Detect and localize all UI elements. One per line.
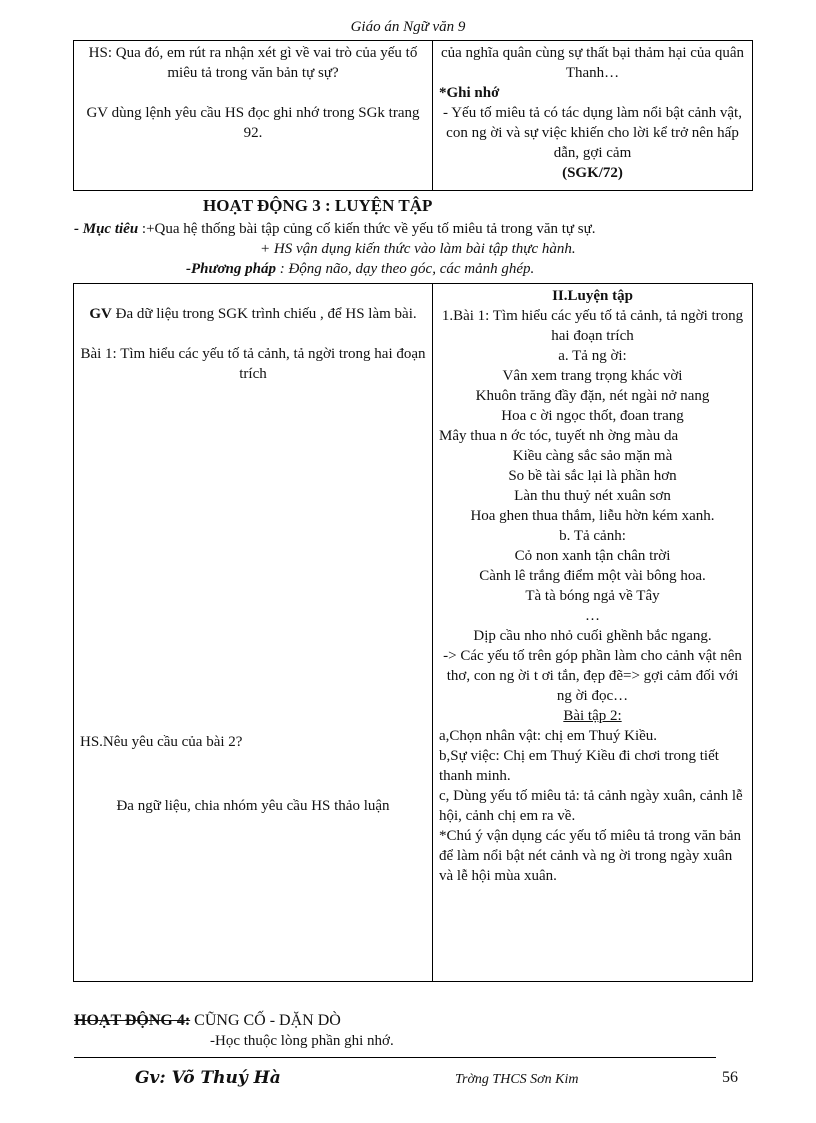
da-ngu-lieu-text: Đa ngữ liệu, chia nhóm yêu cầu HS thảo luận bbox=[116, 798, 390, 814]
practice-table bbox=[73, 283, 753, 982]
poem-line: Tà tà bóng ngả về Tây bbox=[525, 588, 660, 604]
poem-line: Dịp cầu nho nhỏ cuối ghềnh bắc ngang. bbox=[473, 628, 712, 644]
part-b-label: b. Tả cảnh: bbox=[559, 528, 626, 544]
baitap2-list bbox=[439, 726, 746, 886]
baitap2-item: a,Chọn nhân vật: chị em Thuý Kiều. bbox=[439, 728, 658, 744]
top-table-left-cell bbox=[74, 41, 433, 191]
footer-divider bbox=[74, 1057, 716, 1058]
poem-line: Khuôn trăng đầy đặn, nét ngài nở nang bbox=[475, 388, 710, 404]
hs-bai2-question: HS.Nêu yêu cầu của bài 2? bbox=[80, 734, 243, 750]
poem-line: Mây thua n ớc tóc, tuyết nh ờng màu da bbox=[439, 428, 679, 444]
sgk-ref: (SGK/72) bbox=[562, 165, 623, 181]
footer-teacher: Gv: Võ Thuý Hà bbox=[135, 1068, 281, 1088]
method bbox=[186, 261, 534, 278]
footer-school: Trờng THCS Sơn Kim bbox=[455, 1072, 579, 1087]
baitap2-item: *Chú ý vận dụng các yếu tố miêu tả trong văn bản để làm nổi bật nét cảnh và ng ời trong ngày xuân và lễ hội mùa xuân. bbox=[439, 828, 742, 884]
activity-3-heading: HOẠT ĐỘNG 3 : LUYỆN TẬP bbox=[203, 196, 433, 215]
top-table bbox=[73, 40, 753, 191]
page-header: Giáo án Ngữ văn 9 bbox=[350, 19, 466, 35]
practice-right-cell bbox=[433, 284, 753, 982]
method-label: -Phương pháp bbox=[186, 261, 276, 277]
ghinho-title: *Ghi nhớ bbox=[439, 85, 500, 101]
poem-line: … bbox=[585, 608, 600, 624]
baitap2-title: Bài tập 2: bbox=[563, 708, 622, 724]
ghinho-text: - Yếu tố miêu tả có tác dụng làm nổi bật cảnh vật, con ng ời và sự việc khiến cho lời kể trở nên hấp dẫn, gợi cảm bbox=[443, 105, 742, 161]
objectives-line-2: + HS vận dụng kiến thức vào làm bài tập thực hành. bbox=[260, 241, 576, 257]
instruction-text: GV dùng lệnh yêu cầu HS đọc ghi nhớ trong SGk trang 92. bbox=[86, 105, 420, 141]
left-bai1: Bài 1: Tìm hiểu các yếu tố tả cảnh, tả ngời trong hai đoạn trích bbox=[80, 346, 426, 382]
homework-text: -Học thuộc lòng phần ghi nhớ. bbox=[210, 1033, 394, 1049]
poem-b bbox=[439, 546, 746, 646]
poem-line: Cỏ non xanh tận chân trời bbox=[514, 548, 671, 564]
right-bai1: 1.Bài 1: Tìm hiểu các yếu tố tả cảnh, tả ngời trong hai đoạn trích bbox=[441, 308, 744, 344]
objectives-line-1: :+Qua hệ thống bài tập củng cố kiến thức về yếu tố miêu tả trong văn tự sự. bbox=[138, 221, 596, 237]
practice-left-cell bbox=[74, 284, 433, 982]
poem-a bbox=[439, 366, 746, 526]
practice-title: II.Luyện tập bbox=[552, 288, 633, 304]
top-table-right-cell bbox=[433, 41, 753, 191]
gv-text: Đa dữ liệu trong SGK trình chiếu , để HS làm bài. bbox=[111, 306, 417, 322]
poem-line: Hoa ghen thua thắm, liễu hờn kém xanh. bbox=[470, 508, 715, 524]
part-a-label: a. Tả ng ời: bbox=[558, 348, 627, 364]
gv-label: GV bbox=[89, 306, 112, 322]
conclusion-text: -> Các yếu tố trên góp phần làm cho cảnh vật nên thơ, con ng ời t ơi tắn, đẹp đẽ=> gợi cảm đối với ng ời đọc… bbox=[443, 648, 742, 704]
activity-4-heading bbox=[74, 1012, 341, 1030]
page-number: 56 bbox=[722, 1069, 738, 1086]
method-text: : Động não, dạy theo góc, các mảnh ghép. bbox=[275, 261, 535, 277]
right-intro-text: của nghĩa quân cùng sự thất bại thảm hại của quân Thanh… bbox=[440, 45, 745, 81]
activity-4-text: CŨNG CỐ - DẶN DÒ bbox=[190, 1012, 341, 1029]
activity-4-label: HOẠT ĐỘNG 4: bbox=[74, 1012, 191, 1029]
poem-line: Làn thu thuỷ nét xuân sơn bbox=[514, 488, 671, 504]
baitap2-item: b,Sự việc: Chị em Thuý Kiều đi chơi trong tiết thanh minh. bbox=[439, 748, 719, 784]
baitap2-item: c, Dùng yếu tố miêu tả: tả cảnh ngày xuân, cảnh lễ hội, cảnh chị em ra về. bbox=[439, 788, 743, 824]
question-text: HS: Qua đó, em rút ra nhận xét gì về vai trò của yếu tố miêu tả trong văn bản tự sự? bbox=[88, 45, 418, 81]
poem-line: Kiều càng sắc sảo mặn mà bbox=[512, 448, 673, 464]
poem-line: Cành lê trắng điểm một vài bông hoa. bbox=[479, 568, 706, 584]
poem-line: Hoa c ời ngọc thốt, đoan trang bbox=[501, 408, 684, 424]
poem-line: So bề tài sắc lại là phần hơn bbox=[508, 468, 677, 484]
poem-line: Vân xem trang trọng khác vời bbox=[502, 368, 683, 384]
objectives-label: - Mục tiêu bbox=[74, 221, 139, 237]
objectives bbox=[74, 219, 764, 259]
